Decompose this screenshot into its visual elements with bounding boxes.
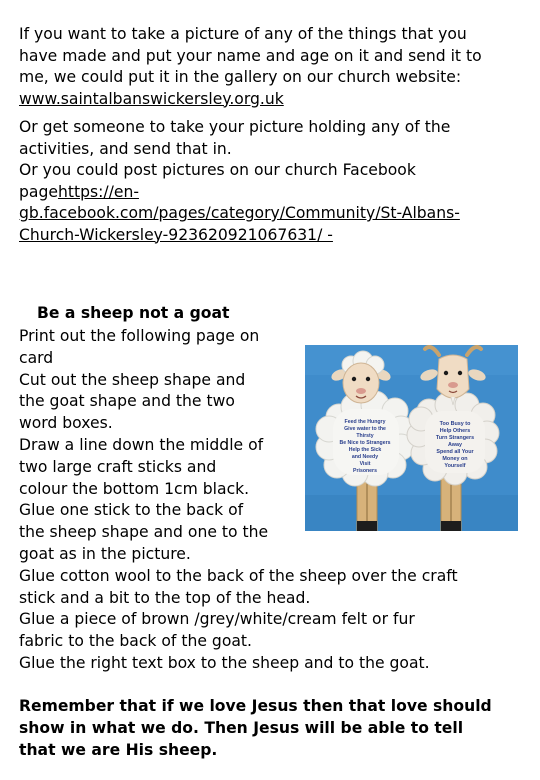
facebook-link-part-1[interactable]: https://en- xyxy=(57,182,139,201)
goat-word-line: Money on xyxy=(442,456,468,462)
activity-title: Be a sheep not a goat xyxy=(37,304,230,322)
sheep-word-line: Prisoners xyxy=(353,468,377,474)
closing-line-2: show in what we do. Then Jesus will be able to tell xyxy=(19,719,464,737)
closing-line-3: that we are His sheep. xyxy=(19,741,218,759)
sheep-goat-craft-photo xyxy=(305,345,518,531)
closing-paragraph xyxy=(19,695,519,761)
alt-line-3: Or you could post pictures on our church Facebook xyxy=(19,161,416,179)
intro-line-1: If you want to take a picture of any of the things that you xyxy=(19,25,467,43)
church-website-link[interactable]: www.saintalbanswickersley.org.uk xyxy=(19,89,284,108)
intro-line-3: me, we could put it in the gallery on our church website: xyxy=(19,68,462,86)
instruction-line: Glue the right text box to the sheep and to the goat. xyxy=(19,653,430,672)
sheep-word-line: and Needy xyxy=(351,454,379,460)
instruction-line: card xyxy=(19,348,54,367)
sheep-word-line: Give water to the xyxy=(344,426,386,432)
instruction-line: Glue cotton wool to the back of the sheep over the craft xyxy=(19,566,458,585)
instruction-line: Glue one stick to the back of xyxy=(19,501,244,520)
instruction-line: the goat shape and the two xyxy=(19,392,235,411)
instruction-line: stick and a bit to the top of the head. xyxy=(19,588,311,607)
sheep-word-line: Thirsty xyxy=(356,433,374,439)
instruction-line: Draw a line down the middle of xyxy=(19,435,264,454)
instruction-line: Cut out the sheep shape and xyxy=(19,370,246,389)
instruction-line: word boxes. xyxy=(19,414,113,433)
goat-word-line: Help Others xyxy=(439,428,471,434)
instruction-line: colour the bottom 1cm black. xyxy=(19,479,250,498)
goat-word-line: Yourself xyxy=(444,463,466,469)
instruction-line: two large craft sticks and xyxy=(19,457,217,476)
goat-word-line: Spend all Your xyxy=(436,449,474,455)
closing-line-1: Remember that if we love Jesus then that love should xyxy=(19,697,492,715)
instruction-line: goat as in the picture. xyxy=(19,544,191,563)
sheep-word-line: Feed the Hungry xyxy=(344,419,386,425)
facebook-link-part-3[interactable]: Church-Wickersley-923620921067631/ - xyxy=(19,225,333,244)
alt-line-1: Or get someone to take your picture holding any of the xyxy=(19,118,451,136)
sheep-word-line: Help the Sick xyxy=(348,447,382,453)
alt-line-4-prefix: page xyxy=(19,182,58,201)
intro-line-2: have made and put your name and age on it and send it to xyxy=(19,46,482,65)
goat-word-line: Too Busy to xyxy=(439,421,471,427)
sheep-word-line: Be Nice to Strangers xyxy=(339,440,391,446)
instruction-line: fabric to the back of the goat. xyxy=(19,632,252,651)
facebook-link-part-2[interactable]: gb.facebook.com/pages/category/Community/St-Albans- xyxy=(19,204,460,222)
alternative-paragraph xyxy=(19,117,519,246)
goat-word-line: Turn Strangers xyxy=(435,435,475,441)
intro-paragraph xyxy=(19,24,519,110)
sheep-word-line: Visit xyxy=(359,461,371,467)
instruction-line: Glue a piece of brown /grey/white/cream felt or fur xyxy=(19,610,415,629)
instruction-line: Print out the following page on xyxy=(19,327,260,345)
alt-line-2: activities, and send that in. xyxy=(19,139,232,158)
goat-word-line: Away xyxy=(448,442,462,448)
instruction-line: the sheep shape and one to the xyxy=(19,523,269,542)
